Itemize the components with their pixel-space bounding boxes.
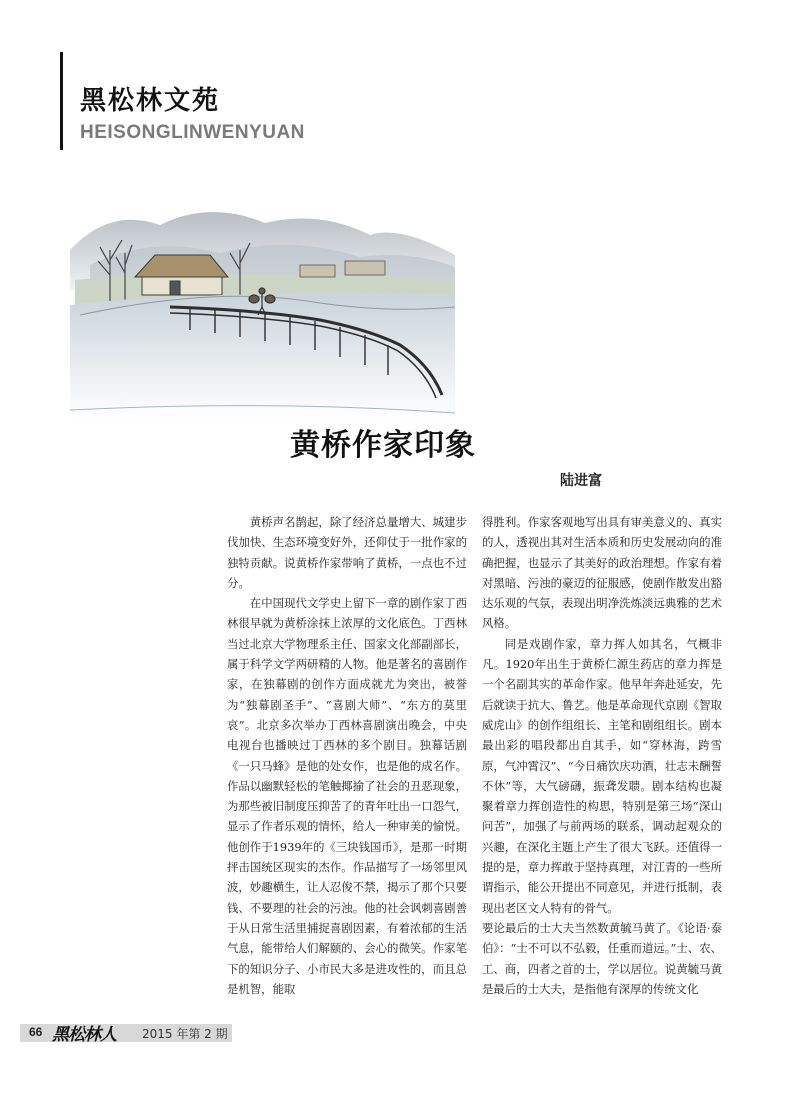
paragraph: 要论最后的士大夫当然数黄毓马黄了。《论语·泰伯》：“士不可以不弘毅，任重而道远。”士、农、工、商，四者之首的士，学以居位。说黄毓马黄是最后的士大夫，是指他有深厚的传统文化: [482, 920, 722, 996]
body-column-right: [482, 512, 722, 999]
body-column-left: [227, 512, 467, 999]
paragraph: 同是戏剧作家，章力挥人如其名，气概非凡。1920年出生于黄桥仁源生药店的章力挥是一个名副其实的革命作家。他早年奔赴延安，先后就读于抗大、鲁艺。他是革命现代京剧《智取威虎山》的创作组组长、主笔和剧组组长。剧本最出彩的唱段都出自其手，如“穿林海，跨雪原，气冲霄汉”、“今日痛饮庆功酒，壮志未酬誓不休”等，大气磅礴，振聋发聩。剧本结构也凝聚着章力挥创造性的构思，特别是第三场“深山问苦”，加强了与前两场的联系，调动起观众的兴趣，在深化主题上产生了很大飞跃。还值得一提的是，章力挥敢于坚持真理，对江青的一些所谓指示，能公开提出不同意见，并进行抵制，表现出老区文人特有的骨气。: [482, 636, 722, 915]
section-accent-bar: [60, 52, 63, 150]
paragraph: 得胜利。作家客观地写出具有审美意义的、真实的人，透视出其对生活本质和历史发展动向的准确把握，也显示了其美好的政治理想。作家有着对黑暗、污浊的豪迈的征服感，使剧作散发出豁达乐观的气氛，表现出明净洗炼淡远典雅的艺术风格。: [482, 515, 722, 631]
thatched-house: [135, 255, 228, 295]
page-footer: [20, 1024, 232, 1045]
issue-label: 2015 年第 2 期: [142, 1027, 228, 1041]
article-author: 陆进富: [560, 473, 602, 489]
article-title: 黄桥作家印象: [290, 428, 476, 463]
paragraph: 黄桥声名鹊起，除了经济总量增大、城建步伐加快、生态环境变好外，还仰仗于一批作家的独特贡献。说黄桥作家带响了黄桥，一点也不过分。: [227, 515, 467, 590]
paragraph: 在中国现代文学史上留下一章的剧作家丁西林很早就为黄桥涂抹上浓厚的文化底色。丁西林当过北京大学物理系主任、国家文化部副部长，属于科学文学两研精的人物。他是著名的喜剧作家，在独幕剧的创作方面成就尤为突出，被誉为“独幕剧圣手”、“喜剧大师”、“东方的莫里哀”。北京多次举办丁西林喜剧演出晚会，中央电视台也播映过丁西林的多个剧目。独幕话剧《一只马蜂》是他的处女作，也是他的成名作。作品以幽默轻松的笔触揶揄了社会的丑恶现象，为那些被旧制度压抑苦了的青年吐出一口怨气，显示了作者乐观的情怀，给人一种审美的愉悦。他创作于1939年的《三块钱国币》，是那一时期抨击国统区现实的杰作。作品描写了一场邻里风波，妙趣横生，让人忍俊不禁，揭示了那个只要钱、不要理的社会的污浊。他的社会讽刺喜剧善于从日常生活里捕捉喜剧因素，有着浓郁的生活气息，能带给人们解颐的、会心的微笑。作家笔下的知识分子、小市民大多是进攻性的，而且总是机智，能取: [227, 596, 467, 996]
magazine-logo: 黑松林人: [52, 1025, 116, 1045]
page-number: 66: [29, 1025, 43, 1039]
ink-landscape-illustration: [70, 195, 455, 420]
section-subtitle: HEISONGLINWENYUAN: [80, 122, 305, 143]
section-title: 黑松林文苑: [80, 86, 221, 116]
